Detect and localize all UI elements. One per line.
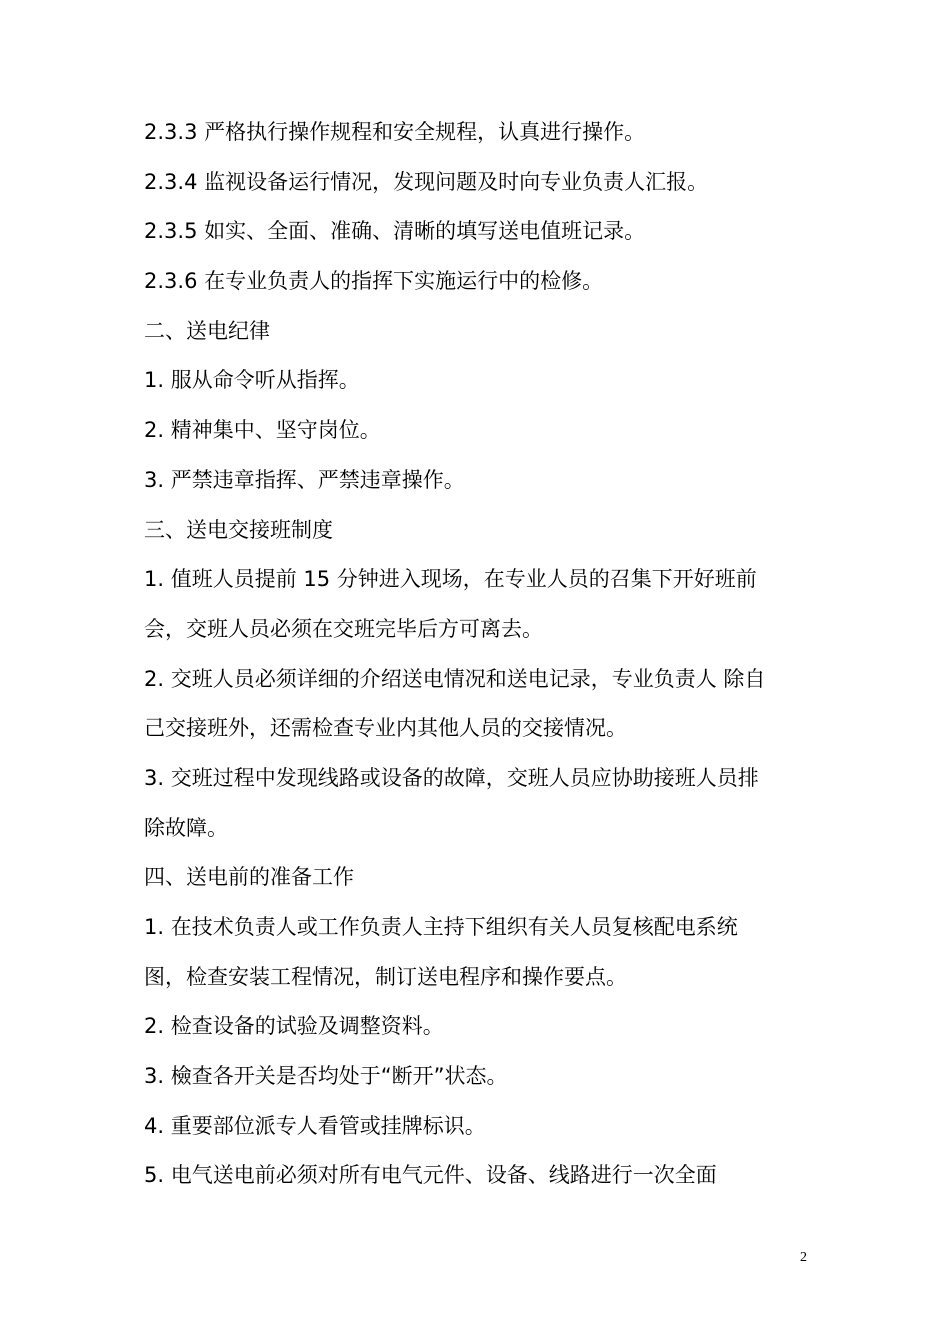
section-heading-preparation: 四、送电前的准备工作 (144, 865, 354, 890)
list-item-continuation: 会，交班人员必须在交班完毕后方可离去。 (144, 616, 543, 641)
list-item: 2. 交班人员必须详细的介绍送电情况和送电记录，专业负责人 除自 (144, 666, 766, 691)
list-item-continuation: 己交接班外，还需检查专业内其他人员的交接情况。 (144, 716, 627, 741)
text-line-2-3-5: 2.3.5 如实、全面、准确、清晰的填写送电值班记录。 (144, 219, 646, 244)
list-item: 1. 在技术负责人或工作负责人主持下组织有关人员复核配电系统 (144, 915, 738, 939)
list-item: 2. 精神集中、坚守岗位。 (144, 418, 381, 443)
list-item: 5. 电气送电前必须对所有电气元件、设备、线路进行一次全面 (144, 1163, 717, 1188)
list-item: 2. 检查设备的试验及调整资料。 (144, 1014, 444, 1039)
section-heading-shift-handover: 三、送电交接班制度 (144, 517, 333, 542)
list-item: 3. 交班过程中发现线路或设备的故障，交班人员应协助接班人员排 (144, 765, 759, 790)
section-heading-discipline: 二、送电纪律 (144, 318, 270, 343)
text-line-2-3-4: 2.3.4 监视设备运行情况，发现问题及时向专业负责人汇报。 (144, 169, 709, 194)
document-body (144, 108, 816, 1201)
page-number: 2 (800, 1250, 807, 1265)
list-item: 1. 服从命令听从指挥。 (144, 368, 360, 393)
text-line-2-3-3: 2.3.3 严格执行操作规程和安全规程，认真进行操作。 (144, 120, 646, 144)
list-item-continuation: 图，检查安装工程情况，制订送电程序和操作要点。 (144, 964, 627, 989)
list-item: 3. 严禁违章指挥、严禁违章操作。 (144, 467, 465, 492)
list-item: 4. 重要部位派专人看管或挂牌标识。 (144, 1113, 486, 1138)
list-item-continuation: 除故障。 (144, 815, 228, 840)
list-item: 3. 檢查各开关是否均处于“断开”状态。 (144, 1064, 508, 1089)
text-line-2-3-6: 2.3.6 在专业负责人的指挥下实施运行中的检修。 (144, 269, 604, 294)
list-item: 1. 值班人员提前 15 分钟进入现场，在专业人员的召集下开好班前 (144, 567, 757, 592)
